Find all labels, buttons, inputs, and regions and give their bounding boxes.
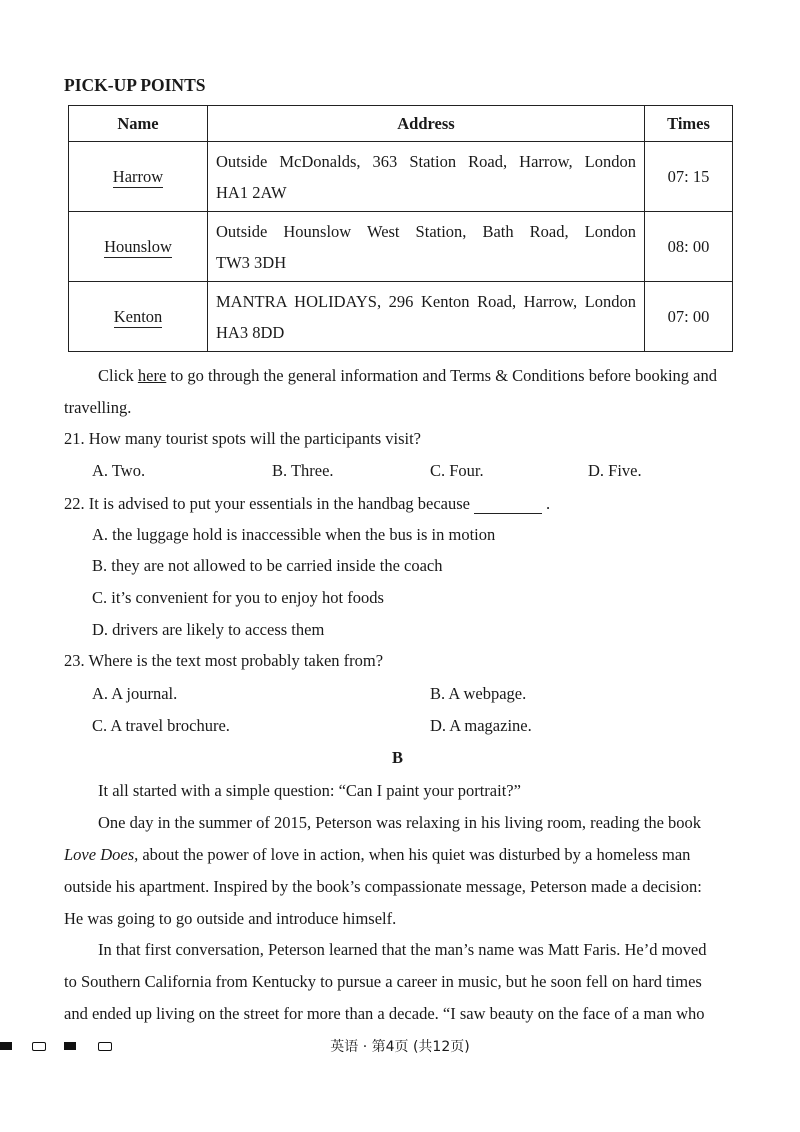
column-header-times: Times (645, 106, 733, 142)
question-22-text: 22. It is advised to put your essentials in the handbag because (64, 494, 470, 513)
pickup-time: 07: 00 (645, 282, 733, 352)
passage-line-text: about the power of love in action, when his quiet was disturbed by a homeless man (142, 845, 691, 864)
pickup-time: 07: 15 (645, 142, 733, 212)
pickup-name: Hounslow (104, 236, 172, 256)
click-note-cont: travelling. (64, 398, 132, 417)
table-row (69, 212, 733, 282)
pickup-address-cell (208, 282, 645, 352)
address-line-2: TW3 3DH (216, 252, 287, 272)
address-line-2: HA3 8DD (216, 322, 285, 342)
click-note-pre: Click (98, 366, 134, 385)
section-b-label: B (392, 748, 404, 767)
passage-line: and ended up living on the street for more than a decade. “I saw beauty on the face of a man who (64, 1004, 705, 1023)
option-22-a: A. the luggage hold is inaccessible when the bus is in motion (92, 525, 496, 544)
address-line-1: Outside McDonalds, 363 Station Road, Harrow, London (216, 151, 636, 171)
question-21-stem: 21. How many tourist spots will the participants visit? (64, 429, 422, 448)
page-footer: 英语 · 第4页 (共12页) (330, 1039, 470, 1055)
pickup-time: 08: 00 (645, 212, 733, 282)
passage-line: He was going to go outside and introduce himself. (64, 909, 397, 928)
terms-link[interactable]: here (137, 366, 167, 385)
passage-line: One day in the summer of 2015, Peterson was relaxing in his living room, reading the book (98, 813, 702, 832)
option-23-a: A. A journal. (92, 684, 178, 703)
question-22-end: . (546, 494, 551, 513)
address-line-1: MANTRA HOLIDAYS, 296 Kenton Road, Harrow, London (216, 291, 636, 311)
option-23-c: C. A travel brochure. (92, 716, 230, 735)
option-21-b: B. Three. (272, 461, 334, 480)
answer-blank (474, 497, 542, 514)
option-22-b: B. they are not allowed to be carried inside the coach (92, 556, 443, 575)
option-21-c: C. Four. (430, 461, 484, 480)
pickup-name-cell (69, 282, 208, 352)
pickup-name: Harrow (112, 166, 164, 186)
table-row (69, 282, 733, 352)
passage-line: outside his apartment. Inspired by the book’s compassionate message, Peterson made a decision: (64, 877, 702, 896)
option-22-d: D. drivers are likely to access them (92, 620, 325, 639)
column-header-name: Name (69, 106, 208, 142)
table-header-row (69, 106, 733, 142)
column-header-address: Address (208, 106, 645, 142)
table-row (69, 142, 733, 212)
address-line-2: HA1 2AW (216, 182, 287, 202)
pickup-address-cell (208, 142, 645, 212)
pickup-name-cell (69, 142, 208, 212)
question-22-stem (64, 494, 550, 514)
option-23-b: B. A webpage. (430, 684, 527, 703)
option-23-d: D. A magazine. (430, 716, 532, 735)
passage-line: to Southern California from Kentucky to pursue a career in music, but he soon fell on hard times (64, 972, 702, 991)
click-note-post: to go through the general information and Terms & Conditions before booking and (170, 366, 718, 385)
option-21-a: A. Two. (92, 461, 146, 480)
pickup-address-cell (208, 212, 645, 282)
question-23-stem: 23. Where is the text most probably taken from? (64, 651, 384, 670)
pickup-name-cell (69, 212, 208, 282)
pickup-heading: PICK-UP POINTS (64, 75, 206, 95)
pickup-name: Kenton (113, 306, 163, 326)
passage-line: It all started with a simple question: “Can I paint your portrait?” (98, 781, 521, 800)
address-line-1: Outside Hounslow West Station, Bath Road, London (216, 221, 636, 241)
option-21-d: D. Five. (588, 461, 642, 480)
passage-line: In that first conversation, Peterson learned that the man’s name was Matt Faris. He’d moved (98, 940, 707, 959)
book-title: Love Does (64, 845, 135, 864)
option-22-c: C. it’s convenient for you to enjoy hot foods (92, 588, 384, 607)
passage-line: Love Does, about the power of love in action, when his quiet was disturbed by a homeless man (64, 845, 691, 864)
click-note (98, 366, 717, 386)
pickup-table (68, 105, 733, 352)
